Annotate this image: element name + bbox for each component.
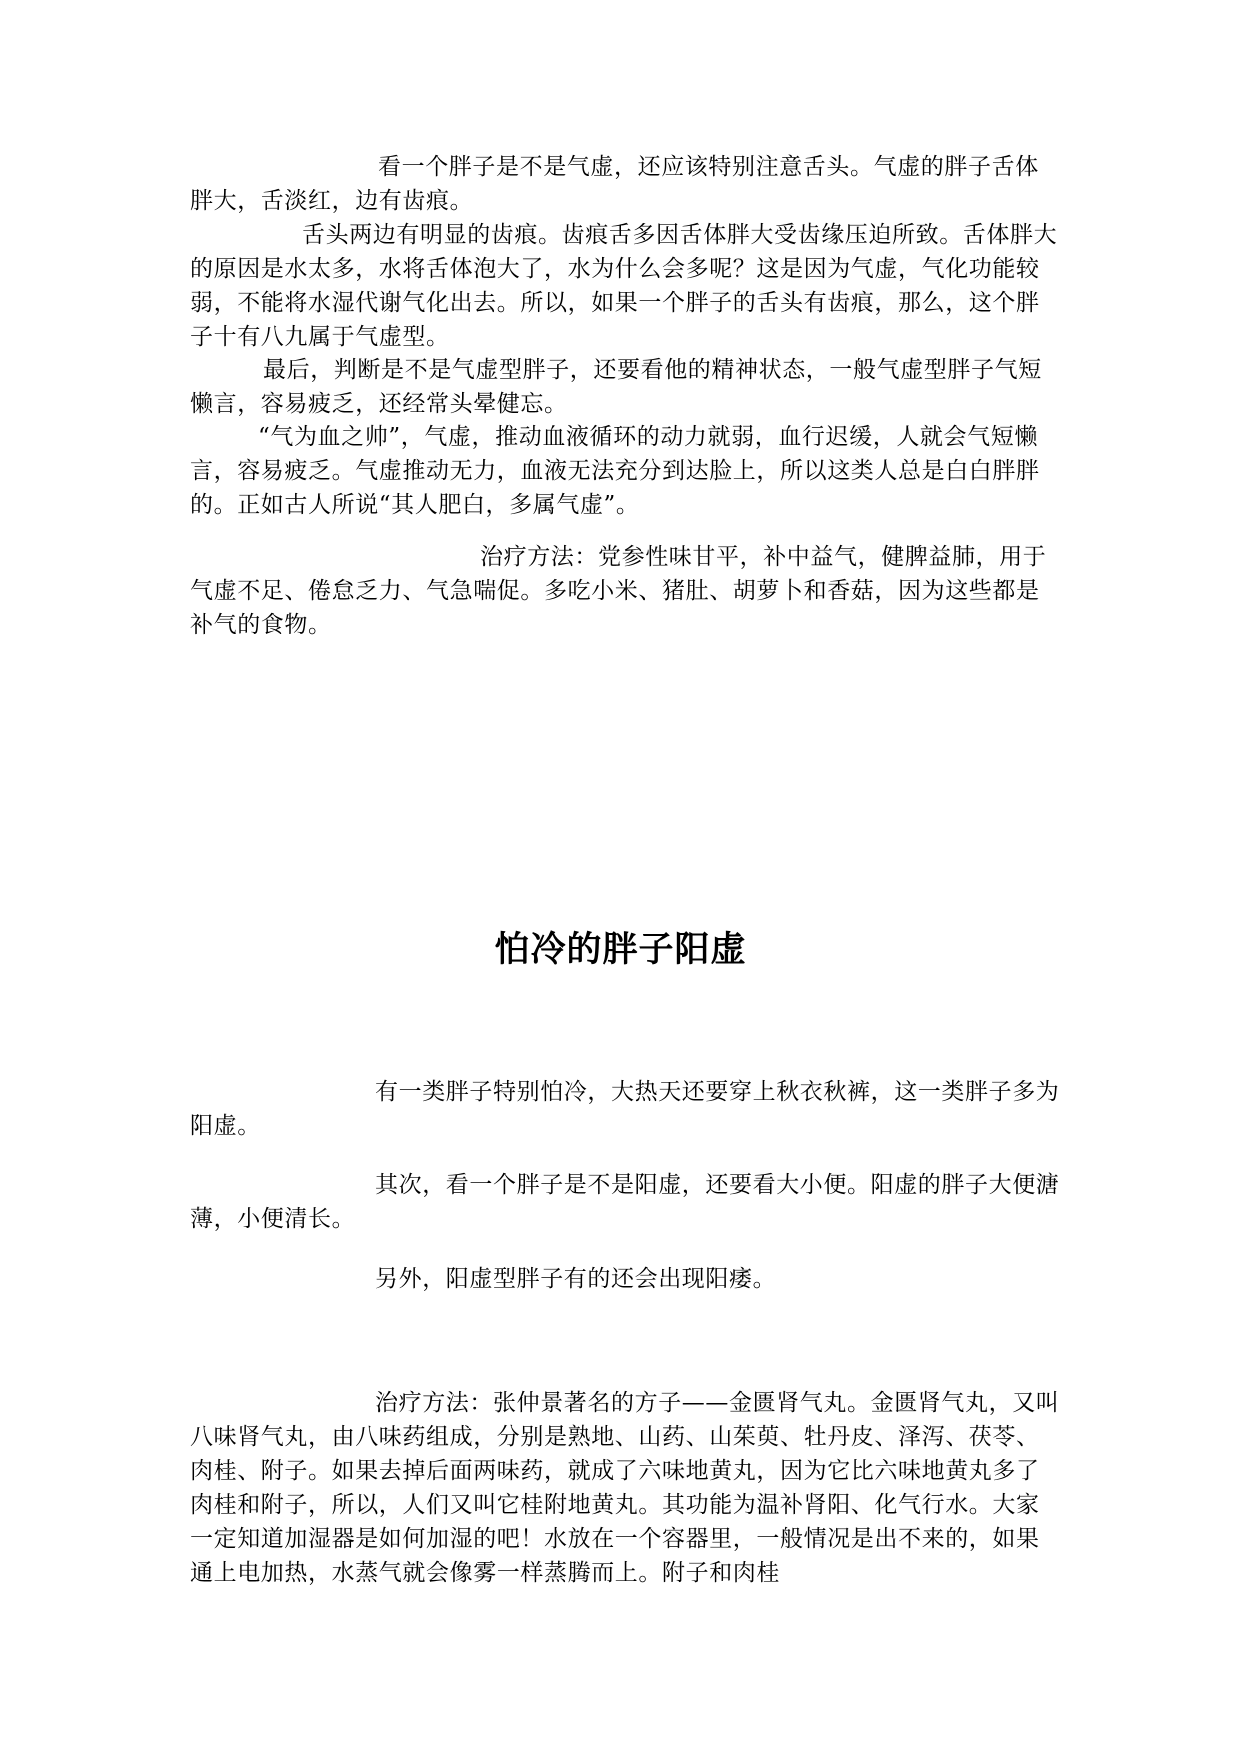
- paragraph-qi-blood: “气为血之帅”，气虚，推动血液循环的动力就弱，血行迟缓，人就会气短懒言，容易疲乏。气虚推动无力，血液无法充分到达脸上，所以这类人总是白白胖胖的。正如古人所说“其人肥白，多属气虚”。: [190, 424, 1040, 518]
- paragraph-impotence: 另外，阳虚型胖子有的还会出现阳痿。: [375, 1266, 777, 1292]
- paragraph-fear-cold: 有一类胖子特别怕冷，大热天还要穿上秋衣秋裤，这一类胖子多为阳虚。: [190, 1079, 1060, 1139]
- paragraph-qixu-tongue: 看一个胖子是不是气虚，还应该特别注意舌头。气虚的胖子舌体胖大，舌淡红，边有齿痕。: [190, 154, 1039, 214]
- paragraph-teeth-marks: 舌头两边有明显的齿痕。齿痕舌多因舌体胖大受齿缘压迫所致。舌体胖大的原因是水太多，水将舌体泡大了，水为什么会多呢？这是因为气虚，气化功能较弱，不能将水湿代谢气化出去。所以，如果一个胖子的舌头有齿痕，那么，这个胖子十有八九属于气虚型。: [190, 222, 1058, 350]
- paragraph-treatment-yangxu: 治疗方法：张仲景著名的方子——金匮肾气丸。金匮肾气丸，又叫八味肾气丸，由八味药组成，分别是熟地、山药、山茱萸、牡丹皮、泽泻、茯苓、肉桂、附子。如果去掉后面两味药，就成了六味地黄丸，因为它比六味地黄丸多了肉桂和附子，所以，人们又叫它桂附地黄丸。其功能为温补肾阳、化气行水。大家一定知道加湿器是如何加湿的吧！水放在一个容器里，一般情况是出不来的，如果通上电加热，水蒸气就会像雾一样蒸腾而上。附子和肉桂: [190, 1390, 1060, 1586]
- paragraph-stool-urine: 其次，看一个胖子是不是阳虚，还要看大小便。阳虚的胖子大便溏薄，小便清长。: [190, 1172, 1060, 1232]
- paragraph-mental-state: 最后，判断是不是气虚型胖子，还要看他的精神状态，一般气虚型胖子气短懒言，容易疲乏，还经常头晕健忘。: [190, 357, 1042, 417]
- paragraph-treatment-qixu: 治疗方法：党参性味甘平，补中益气，健脾益肺，用于气虚不足、倦怠乏力、气急喘促。多吃小米、猪肚、胡萝卜和香菇，因为这些都是补气的食物。: [190, 544, 1047, 638]
- section-title: 怕冷的胖子阳虚: [494, 929, 747, 970]
